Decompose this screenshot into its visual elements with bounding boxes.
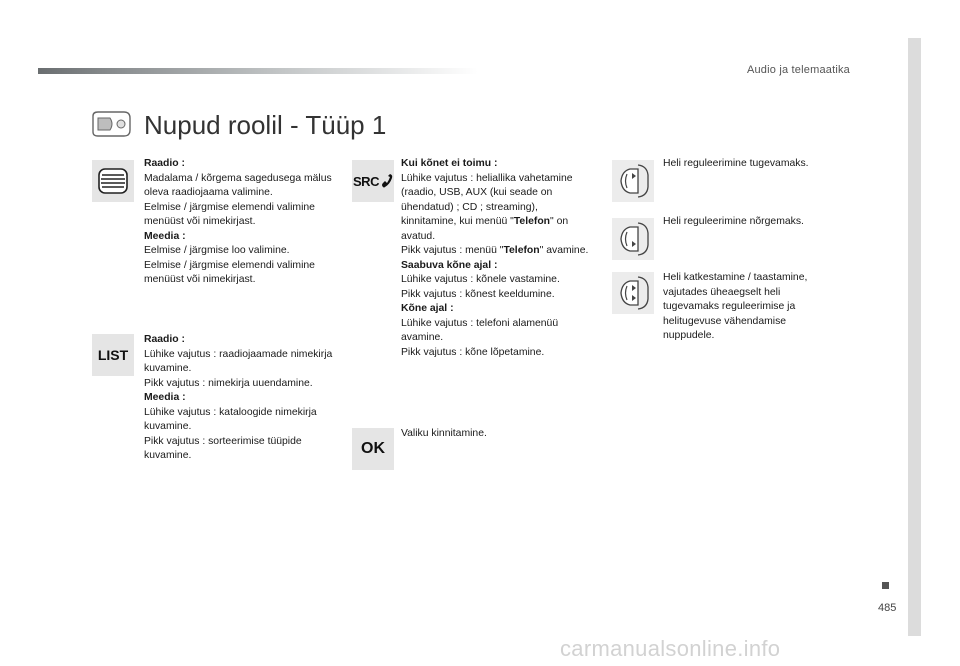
mute-description: Heli katkestamine / taastamine, vajutades üheaegselt heli tugevamaks reguleerimise ja helitugevuse vähendamise nuppudele. — [663, 272, 808, 341]
media-text: Lühike vajutus : kataloogide nimekirja kuvamine. Pikk vajutus : sorteerimise tüüpide kuvamine. — [144, 406, 317, 461]
steering-wheel-icon — [90, 110, 132, 138]
page-title: Nupud roolil - Tüüp 1 — [144, 110, 387, 140]
watermark: carmanualsonline.info — [560, 636, 781, 661]
ok-button-label: OK — [361, 440, 385, 457]
incoming-call-text: Lühike vajutus : kõnele vastamine. Pikk vajutus : kõnest keeldumine. — [401, 274, 560, 300]
mute-knob-icon — [616, 275, 650, 311]
src-phone-button[interactable] — [352, 160, 394, 202]
list-button[interactable] — [92, 334, 134, 376]
mute-knob-button[interactable] — [612, 272, 654, 314]
volume-down-knob-button[interactable] — [612, 218, 654, 260]
list-button-label: LIST — [97, 347, 129, 363]
radio-label: Raadio : — [144, 334, 185, 345]
media-label: Meedia : — [144, 392, 186, 403]
during-call-text: Lühike vajutus : telefoni alamenüü avamine. Pikk vajutus : kõne lõpetamine. — [401, 317, 559, 358]
page-number: 485 — [878, 602, 897, 614]
header-gradient-bar — [38, 68, 478, 74]
media-label: Meedia : — [144, 230, 186, 242]
no-call-label: Kui kõnet ei toimu : — [401, 158, 498, 169]
scroll-wheel-description — [144, 157, 340, 288]
volume-up-description: Heli reguleerimine tugevamaks. — [663, 158, 809, 169]
page-marker — [882, 582, 889, 589]
scroll-wheel-button[interactable] — [92, 160, 134, 202]
volume-up-knob-icon — [616, 163, 650, 199]
phone-handset-icon — [381, 174, 393, 188]
scroll-wheel-icon — [98, 168, 128, 194]
volume-down-description: Heli reguleerimine nõrgemaks. — [663, 216, 804, 227]
radio-label: Raadio : — [144, 158, 185, 169]
during-call-label: Kõne ajal : — [401, 303, 454, 314]
ok-description: Valiku kinnitamine. — [401, 428, 487, 439]
ok-button[interactable] — [352, 428, 394, 470]
src-description — [401, 157, 593, 360]
src-button-label: SRC — [353, 173, 379, 189]
section-title: Audio ja telemaatika — [746, 64, 850, 76]
volume-up-knob-button[interactable] — [612, 160, 654, 202]
right-edge-bar — [908, 38, 921, 636]
media-text: Eelmise / järgmise loo valimine. Eelmise / järgmise elemendi valimine menüüst või nimekirjast. — [144, 245, 315, 285]
incoming-call-label: Saabuva kõne ajal : — [401, 259, 498, 271]
list-description — [144, 333, 340, 464]
radio-text: Lühike vajutus : raadiojaamade nimekirja kuvamine. Pikk vajutus : nimekirja uuendamine. — [144, 348, 333, 389]
radio-text: Madalama / kõrgema sagedusega mälus oleva raadiojaama valimine. Eelmise / järgmise elemendi valimine menüüst või nimekirjast. — [144, 172, 332, 227]
no-call-text: Lühike vajutus : heliallika vahetamine (raadio, USB, AUX (kui seade on ühendatud) ; CD ; streaming), kinnitamine, kui menüü "Telefon" on avatud. Pikk vajutus : menüü "Telefon" avamine. — [401, 172, 589, 256]
volume-down-knob-icon — [616, 221, 650, 257]
